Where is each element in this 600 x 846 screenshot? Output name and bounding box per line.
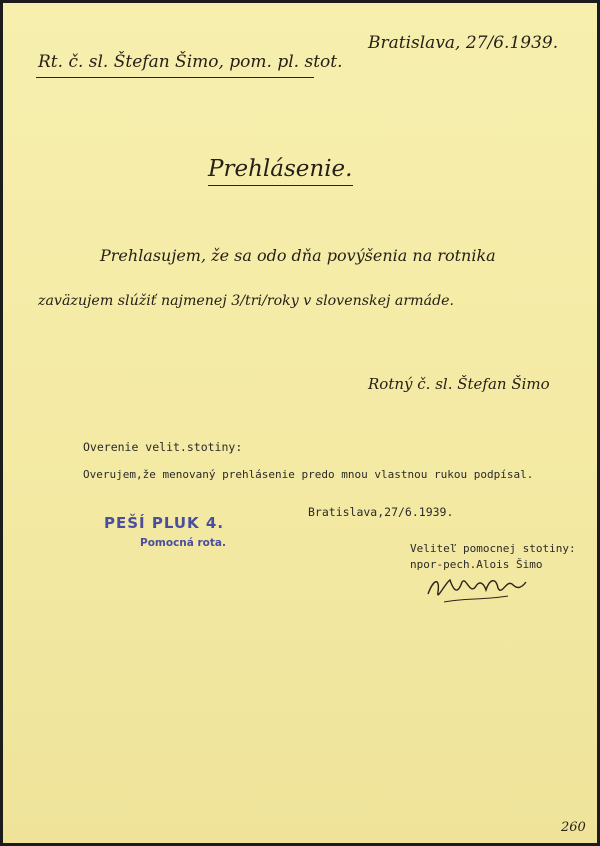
header-place-date: Bratislava, 27/6.1939. (368, 33, 559, 53)
title-underline (208, 185, 353, 186)
commander-signature-scribble (424, 572, 534, 606)
commander-title: Veliteľ pomocnej stotiny: (410, 542, 576, 555)
regiment-stamp-subtitle: Pomocná rota. (140, 537, 226, 549)
document-title: Prehlásenie. (208, 156, 353, 182)
handwritten-signature: Rotný č. sl. Štefan Šimo (368, 375, 550, 393)
verification-heading: Overenie velit.stotiny: (83, 440, 243, 454)
regiment-stamp-title: PEŠÍ PLUK 4. (104, 514, 225, 532)
verification-text: Overujem,že menovaný prehlásenie predo mnou vlastnou rukou podpísal. (83, 468, 534, 481)
sender-line: Rt. č. sl. Štefan Šimo, pom. pl. stot. (38, 52, 343, 72)
body-line-1: Prehlasujem, že sa odo dňa povýšenia na rotnika (100, 246, 496, 265)
page-number: 260 (561, 820, 586, 835)
sender-underline (36, 77, 314, 78)
verification-place-date: Bratislava,27/6.1939. (308, 505, 454, 519)
body-line-2: zaväzujem slúžiť najmenej 3/tri/roky v slovenskej armáde. (38, 293, 455, 309)
commander-name: npor-pech.Alois Šimo (410, 558, 543, 571)
